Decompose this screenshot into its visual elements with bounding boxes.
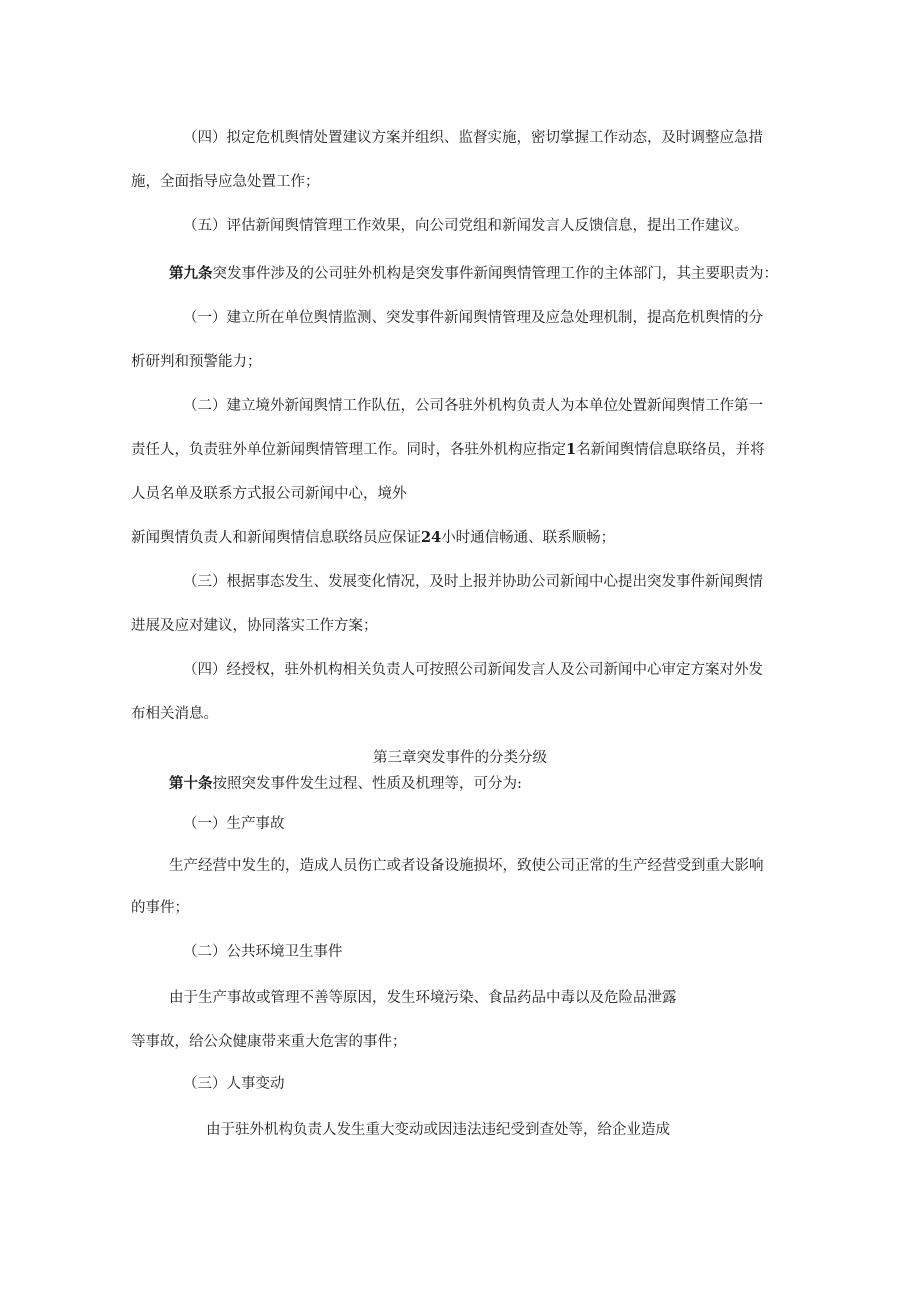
category-2-line-2: 等事故，给公众健康带来重大危害的事件； (131, 1034, 407, 1050)
item-2-line-2-b: 名新闻舆情信息联络员，并将 (576, 442, 765, 458)
item-2-line-4-a: 新闻舆情负责人和新闻舆情信息联络员应保证 (131, 530, 421, 546)
category-1-line-1: 生产经营中发生的，造成人员伤亡或者设备设施损坏，致使公司正常的生产经营受到重大影响 (169, 858, 764, 874)
category-1-line-2: 的事件； (131, 900, 189, 916)
article-10 (169, 774, 522, 794)
item-2-line-1: （二）建立境外新闻舆情工作队伍，公司各驻外机构负责人为本单位处置新闻舆情工作第一 (183, 398, 763, 414)
chapter-3-heading: 第三章突发事件的分类分级 (373, 750, 547, 766)
article-10-text: 按照突发事件发生过程、性质及机理等，可分为: (212, 776, 522, 792)
para-5-line-1: （五）评估新闻舆情管理工作效果，向公司党组和新闻发言人反馈信息，提出工作建议。 (183, 218, 749, 234)
item-2-line-2 (131, 440, 765, 460)
item-3-line-1: （三）根据事态发生、发展变化情况，及时上报并协助公司新闻中心提出突发事件新闻舆情 (183, 574, 763, 590)
category-3-title: （三）人事变动 (183, 1076, 285, 1092)
category-3-line-1: 由于驻外机构负责人发生重大变动或因违法违纪受到查处等，给企业造成 (206, 1122, 670, 1138)
item-2-line-4 (131, 528, 615, 548)
item-2-line-4-b: 小时通信畅通、联系顺畅； (441, 530, 616, 546)
item-4-line-2: 布相关消息。 (131, 706, 218, 722)
article-10-label: 第十条 (169, 775, 213, 792)
category-1-title: （一）生产事故 (183, 816, 285, 832)
item-1-line-1: （一）建立所在单位舆情监测、突发事件新闻舆情管理及应急处理机制，提高危机舆情的分 (183, 310, 763, 326)
item-2-line-3: 人员名单及联系方式报公司新闻中心，境外 (131, 486, 407, 502)
article-9 (169, 264, 778, 284)
item-1-line-2: 析研判和预警能力； (131, 354, 262, 370)
article-9-text: 突发事件涉及的公司驻外机构是突发事件新闻舆情管理工作的主体部门，其主要职责为： (212, 266, 778, 282)
liaison-count: 1 (566, 441, 577, 458)
item-2-line-2-a: 责任人，负责驻外单位新闻舆情管理工作。同时，各驻外机构应指定 (131, 442, 566, 458)
category-2-line-1: 由于生产事故或管理不善等原因，发生环境污染、食品药品中毒以及危险品泄露 (169, 990, 677, 1006)
para-4-line-1: （四）拟定危机舆情处置建议方案并组织、监督实施，密切掌握工作动态，及时调整应急措 (183, 130, 763, 146)
item-3-line-2: 进展及应对建议，协同落实工作方案； (131, 618, 378, 634)
hours-count: 24 (421, 529, 442, 546)
article-9-label: 第九条 (169, 265, 213, 282)
item-4-line-1: （四）经授权，驻外机构相关负责人可按照公司新闻发言人及公司新闻中心审定方案对外发 (183, 662, 763, 678)
para-4-line-2: 施，全面指导应急处置工作； (131, 174, 320, 190)
category-2-title: （二）公共环境卫生事件 (183, 944, 343, 960)
